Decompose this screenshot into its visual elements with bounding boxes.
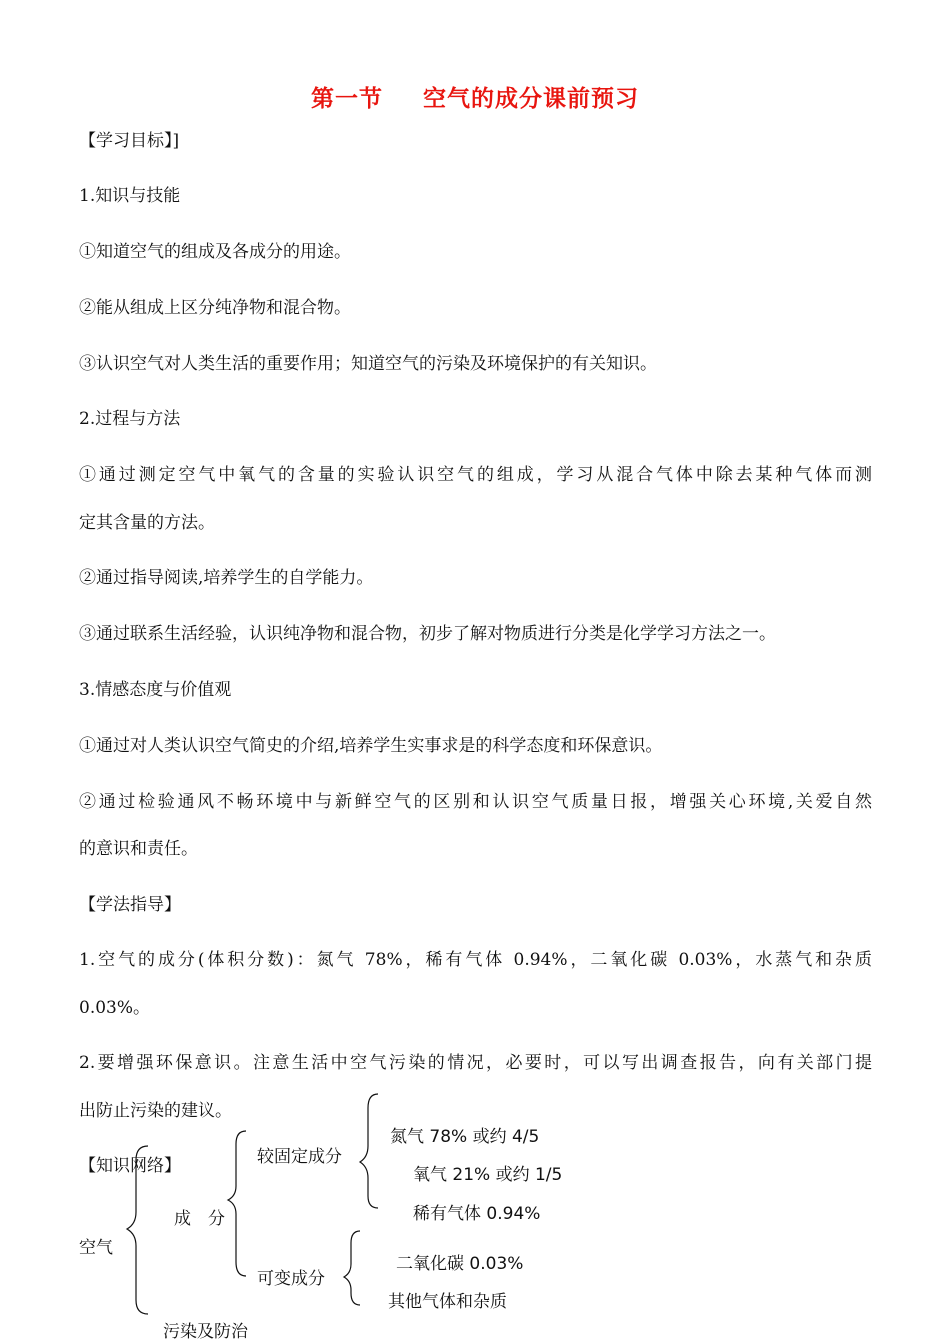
guidance-paragraph-1-line-2: 0.03%。 [79, 998, 151, 1018]
guidance-heading: 【学法指导】 [79, 895, 181, 915]
guidance-paragraph-2-line-2: 出防止污染的建议。 [79, 1101, 232, 1121]
guidance-paragraph-2-line-1: 2.要增强环保意识。注意生活中空气污染的情况，必要时，可以写出调查报告，向有关部门提 [79, 1053, 872, 1073]
title-section-number: 第一节 [311, 86, 383, 112]
network-pollution-control: 污染及防治 [163, 1322, 248, 1342]
title-topic: 空气的成分课前预习 [423, 86, 639, 112]
objective-section-2-heading: 2.过程与方法 [79, 409, 181, 429]
objectives-heading: 【学习目标】] [79, 131, 180, 151]
variable-components-brace [344, 1231, 360, 1305]
objective-2-item-1-line-2: 定其含量的方法。 [79, 513, 215, 533]
objective-1-item-2: ②能从组成上区分纯净物和混合物。 [79, 298, 351, 318]
network-root-air: 空气 [79, 1238, 113, 1258]
fixed-components-brace [360, 1094, 378, 1208]
objective-2-item-1-line-1: ①通过测定空气中氧气的含量的实验认识空气的组成，学习从混合气体中除去某种气体而测 [79, 465, 872, 485]
objective-section-3-heading: 3.情感态度与价值观 [79, 680, 232, 700]
objective-2-item-2: ②通过指导阅读,培养学生的自学能力。 [79, 568, 374, 588]
objective-3-item-2-line-2: 的意识和责任。 [79, 839, 198, 859]
objective-2-item-3: ③通过联系生活经验，认识纯净物和混合物，初步了解对物质进行分类是化学学习方法之一。 [79, 624, 776, 644]
objective-3-item-2-line-1: ②通过检验通风不畅环境中与新鲜空气的区别和认识空气质量日报，增强关心环境,关爱自然 [79, 792, 872, 812]
variable-item-carbon-dioxide: 二氧化碳 0.03% [396, 1254, 524, 1274]
fixed-item-nitrogen: 氮气 78% 或约 4/5 [390, 1127, 540, 1147]
network-fixed-components: 较固定成分 [257, 1147, 342, 1167]
composition-brace [228, 1131, 246, 1276]
objective-section-1-heading: 1.知识与技能 [79, 186, 181, 206]
network-heading: 【知识网络】 [79, 1156, 181, 1176]
objective-1-item-1: ①知道空气的组成及各成分的用途。 [79, 242, 351, 262]
network-variable-components: 可变成分 [257, 1269, 325, 1289]
objective-3-item-1: ①通过对人类认识空气简史的介绍,培养学生实事求是的科学态度和环保意识。 [79, 736, 663, 756]
variable-item-other-gases: 其他气体和杂质 [388, 1292, 507, 1312]
objective-1-item-3: ③认识空气对人类生活的重要作用；知道空气的污染及环境保护的有关知识。 [79, 354, 657, 374]
network-composition: 成 分 [174, 1209, 225, 1229]
fixed-item-oxygen: 氧气 21% 或约 1/5 [413, 1165, 563, 1185]
fixed-item-rare-gases: 稀有气体 0.94% [413, 1204, 541, 1224]
guidance-paragraph-1-line-1: 1.空气的成分(体积分数)：氮气 78%，稀有气体 0.94%，二氧化碳 0.03%，水蒸气和杂质 [79, 950, 872, 970]
